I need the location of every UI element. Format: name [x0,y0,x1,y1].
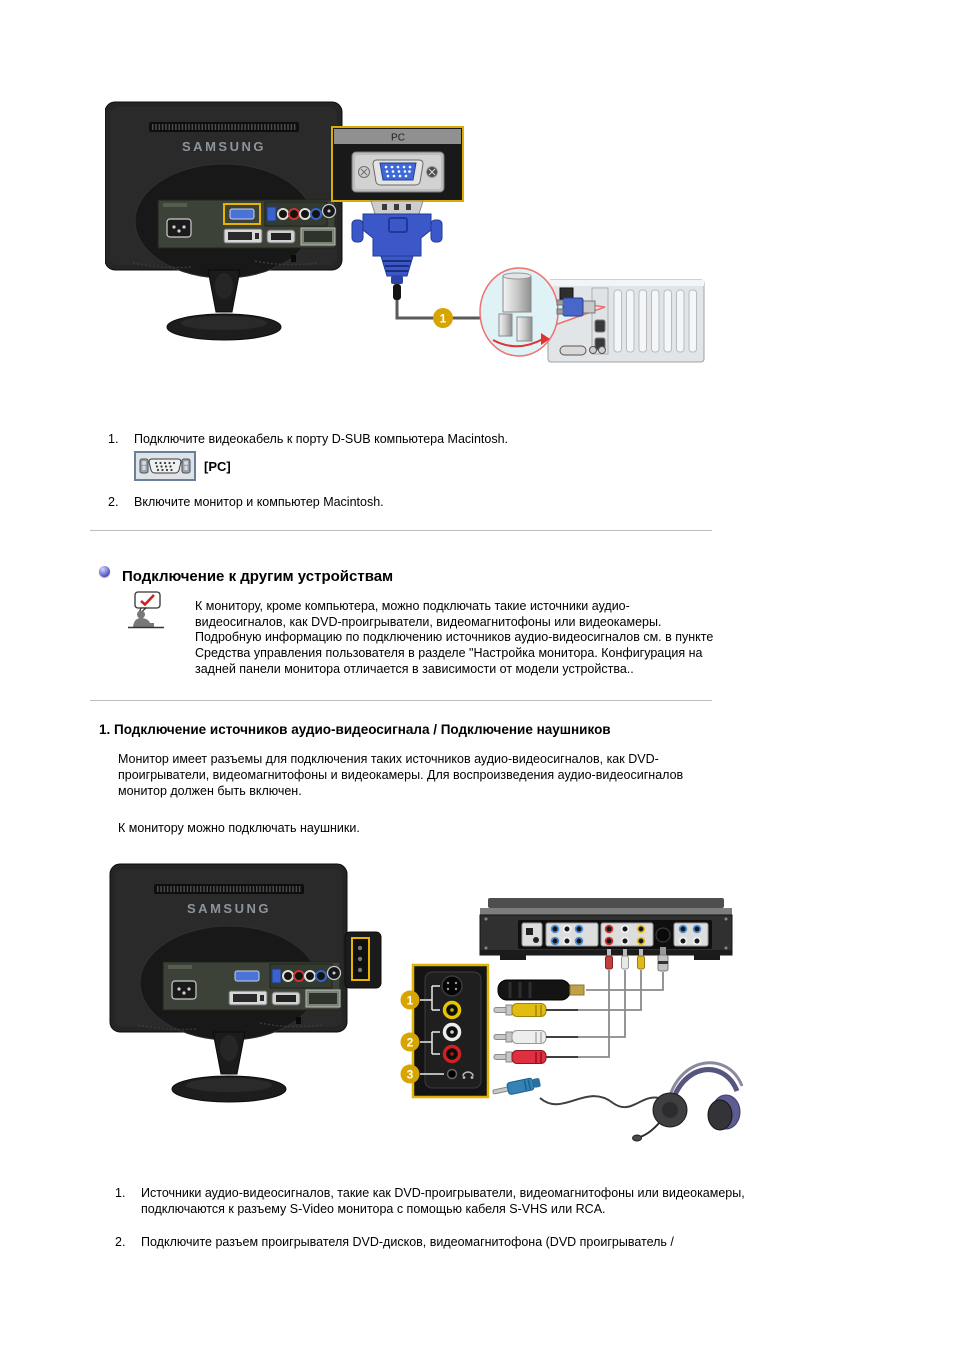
pc-connect-steps [108,431,733,510]
inset-pc-label: PC [391,132,405,144]
callout-1-badge [401,991,420,1010]
section-divider [90,530,712,531]
svg-text:2: 2 [406,1035,414,1050]
dvd-av-plate-2 [601,923,653,946]
svg-text:1: 1 [439,311,447,326]
paragraph: К монитору можно подключать наушники. [118,821,360,835]
step-text: Источники аудио-видеосигналов, такие как DVD-проигрыватели, видеомагнитофоны или видеокамеры, подключаются к разъему S-Video монитора с помощью кабеля S-VHS или RCA. [141,1186,745,1216]
headphone-jack [448,1070,457,1079]
tower-vga-connector [557,298,595,316]
bullet-sphere-icon [99,566,110,577]
av-steps [115,1185,760,1250]
callout-3-badge [401,1065,420,1084]
step-number: 2. [108,495,119,509]
tower-dsub [560,346,586,355]
dvd-av-plate-1 [546,923,598,946]
step-number: 1. [108,432,119,446]
headphone-plug [492,1076,541,1098]
figure-av-connection [108,858,753,1148]
side-panel-closeup [413,965,488,1097]
rca-plug-white [494,1031,578,1044]
callout-1-badge [433,308,453,328]
headphones [633,1063,743,1141]
cable-routing-lines [578,970,663,1057]
rca-plug-red [494,1051,578,1064]
dvd-svideo-port [656,928,670,942]
pc-tower [548,280,704,362]
note-text: К монитору, кроме компьютера, можно подключать такие источники аудио-видеосигналов, как DVD-проигрыватели, видеомагнитофоны или видеокамеры. Подробную информацию по подключению источников аудио-видеосигналов см. в пункте Средства управления пользователя в разделе "Настройка монитора. Конфигурация на задней панели монитора отличается в зависимости от модели устройства.. [195,599,714,676]
svg-text:1: 1 [406,993,414,1008]
pc-port-inset [332,127,463,201]
svg-text:3: 3 [406,1067,414,1082]
tower-port [560,288,573,299]
rca-plug-yellow [494,1004,578,1017]
dvd-player [480,898,732,960]
mic-boom [640,1122,660,1137]
callout-2-badge [401,1033,420,1052]
section-title: Подключение к другим устройствам [122,568,394,585]
expansion-slots [614,290,697,352]
step-text: Включите монитор и компьютер Macintosh. [134,495,384,509]
step-number: 2. [115,1235,126,1249]
svideo-cable-connector [498,980,584,1000]
pc-port-icon-label: [PC] [204,458,231,474]
step-number: 1. [115,1186,126,1200]
step-text: Подключите разъем проигрывателя DVD-дисков, видеомагнитофона (DVD проигрыватель / [141,1235,674,1249]
subsection-title: 1. Подключение источников аудио-видеосигнала / Подключение наушников [99,722,611,737]
headphone-cable [540,1096,659,1107]
dvd-av-plate-3 [674,923,708,946]
section-divider [90,700,712,701]
figure-pc-connection [105,100,705,370]
note-person-icon [126,591,166,629]
paragraph: Монитор имеет разъемы для подключения таких источников аудио-видеосигналов, как DVD-проигрыватели, видеомагнитофоны и видеокамеры. Для воспроизведения аудио-видеосигналов монитор должен быть включен. [118,752,684,798]
pc-port-icon [134,451,196,481]
step-text: Подключите видеокабель к порту D-SUB компьютера Macintosh. [134,432,508,446]
svideo-port [442,976,462,996]
vga-plug [352,201,442,300]
